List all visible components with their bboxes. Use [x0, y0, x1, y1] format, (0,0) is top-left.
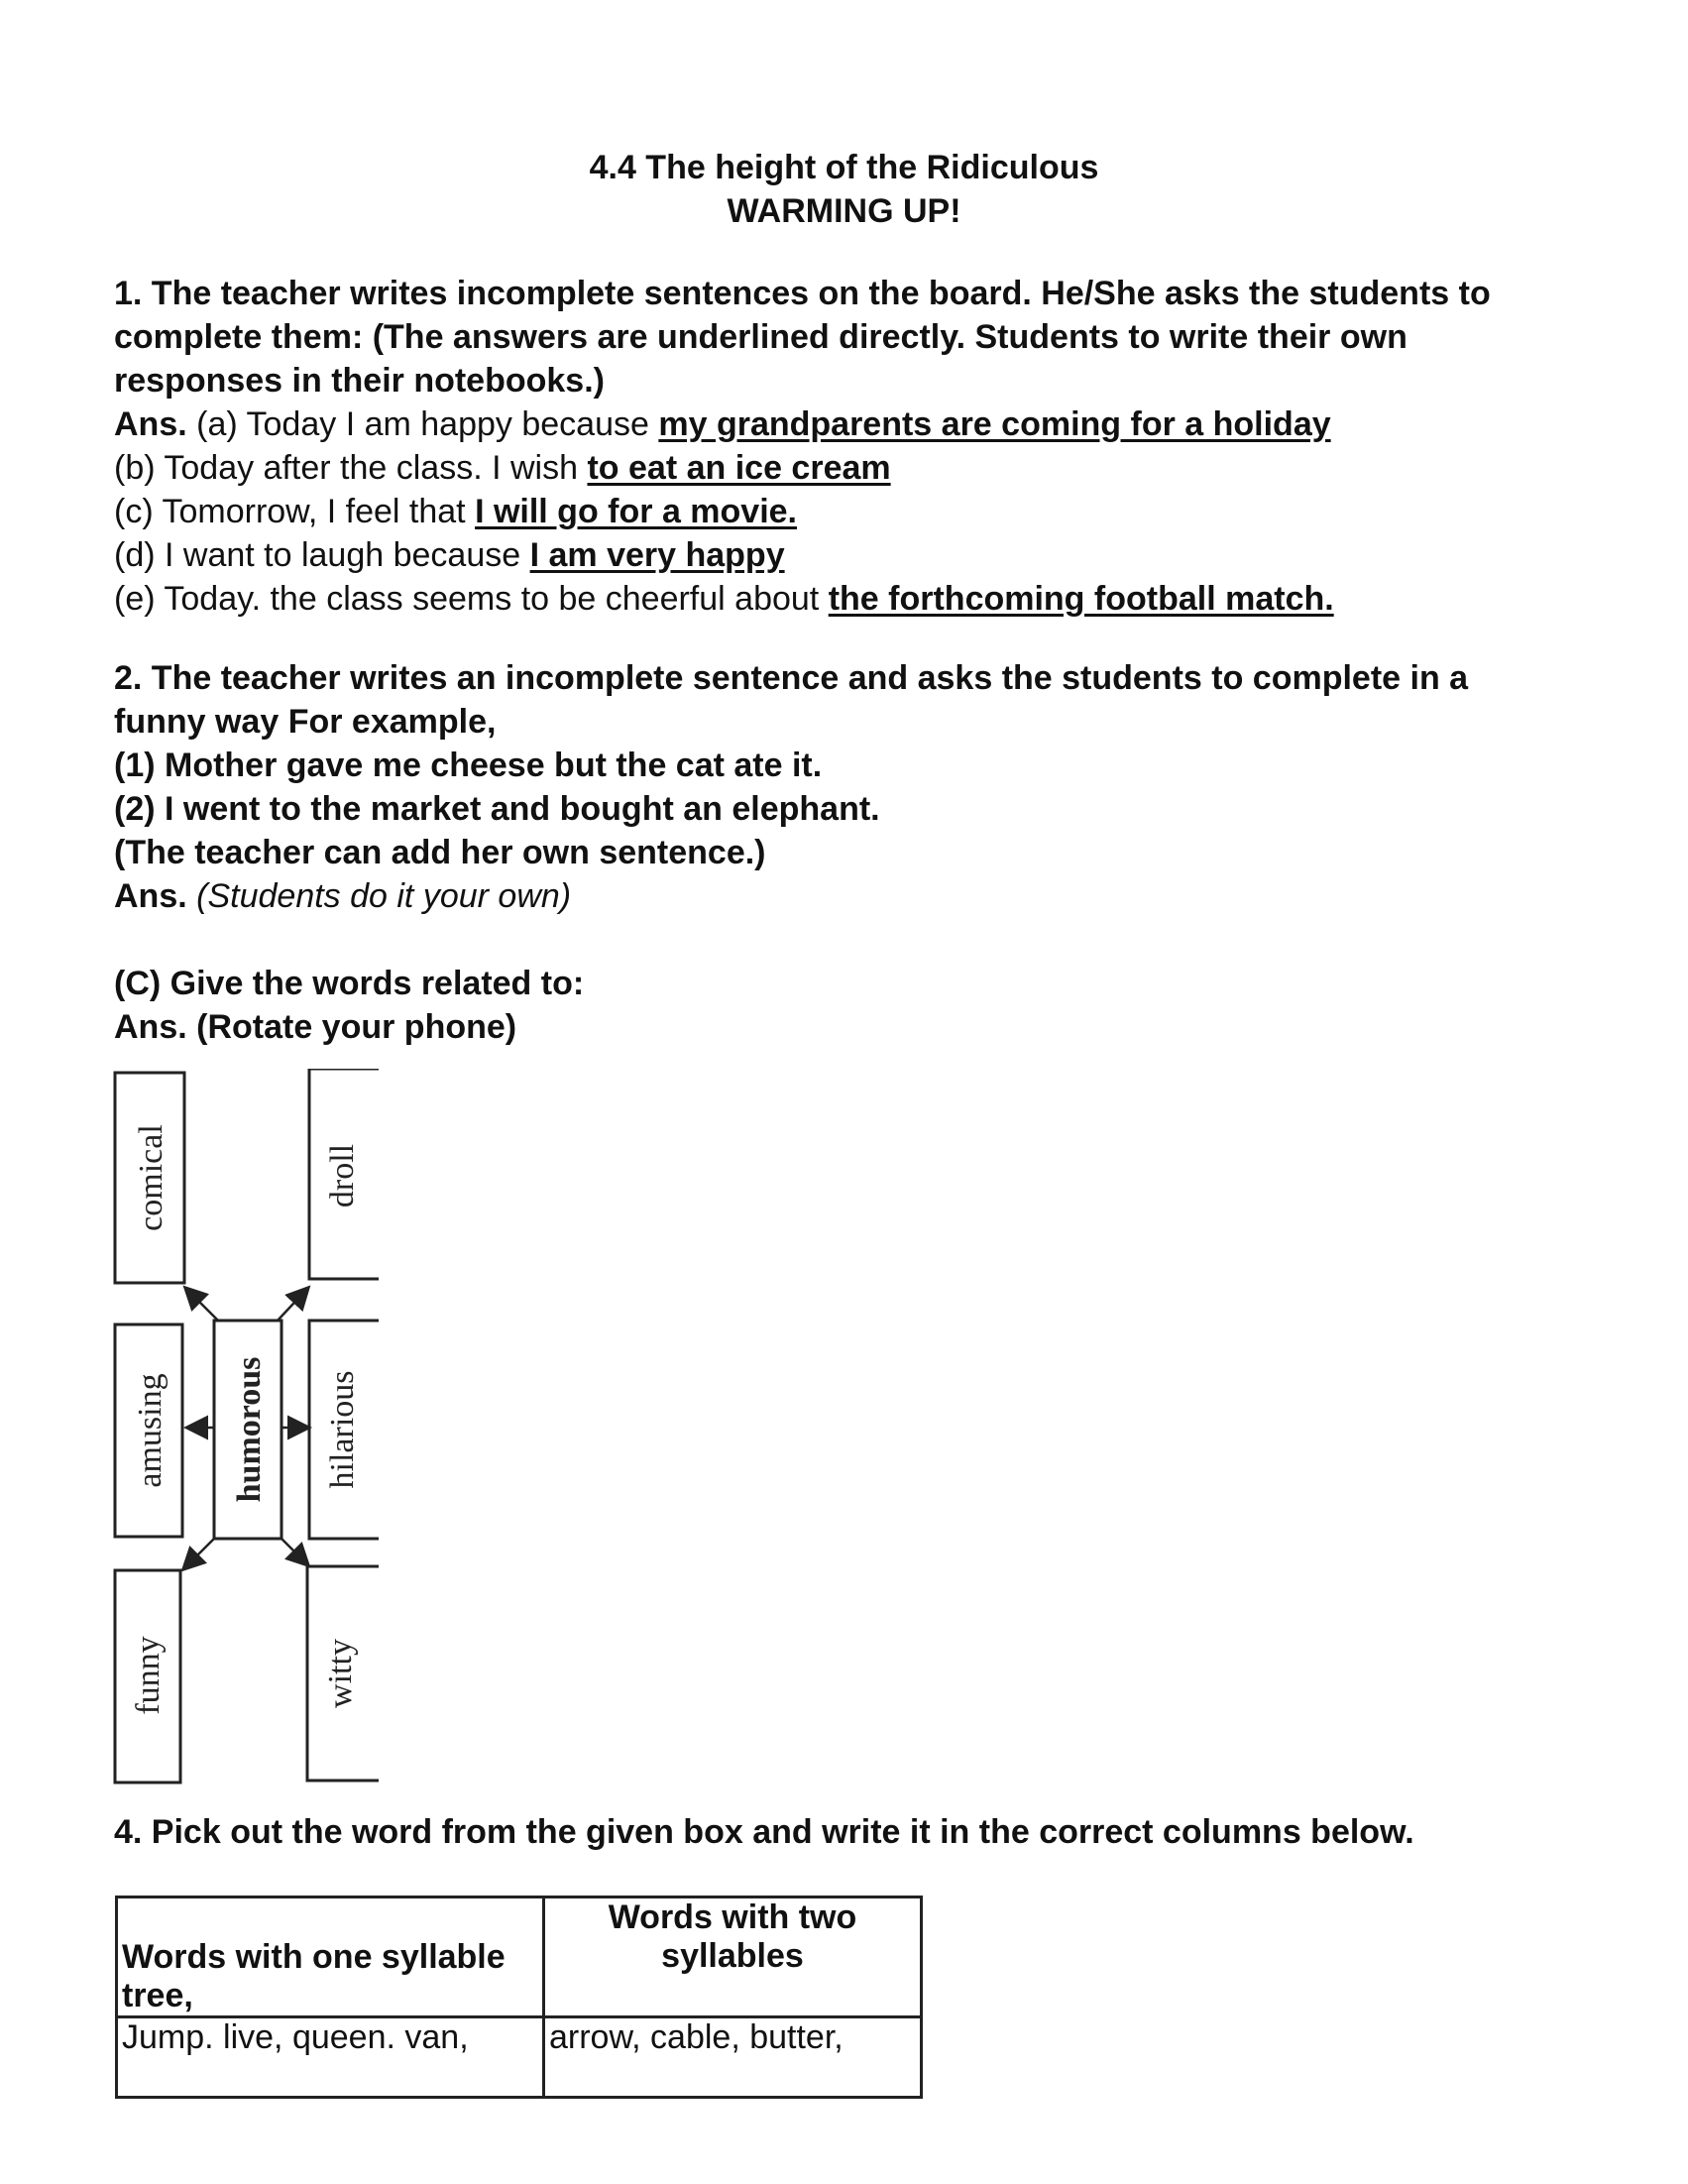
q3-ans-line: Ans. (Rotate your phone) [114, 1008, 517, 1046]
q2-line-1: 2. The teacher writes an incomplete sentence and asks the students to complete in a [114, 659, 1469, 697]
table-header-row [117, 1897, 922, 2017]
page-title: 4.4 The height of the Ridiculous [589, 149, 1099, 186]
q1-a-answer: my grandparents are coming for a holiday [658, 405, 1331, 443]
q1-e-prefix: (e) Today. the class seems to be cheerful about [114, 580, 829, 618]
word-comical: comical [133, 1124, 169, 1231]
q1-answer-a [114, 402, 1331, 446]
col1-header [117, 1897, 544, 2017]
col1-header-extra: tree, [122, 1977, 193, 2014]
word-hilarious: hilarious [324, 1370, 361, 1489]
word-witty: witty [322, 1639, 359, 1708]
page-subtitle: WARMING UP! [727, 192, 961, 230]
q1-ans-label: Ans. [114, 405, 187, 443]
q2-ans-label: Ans. [114, 877, 187, 915]
col1-header-text: Words with one syllable [122, 1938, 506, 1976]
q1-answer-d [114, 533, 785, 577]
q1-a-prefix: (a) Today I am happy because [196, 405, 659, 443]
row1-col1: Jump. live, queen. van, [117, 2017, 544, 2098]
word-droll: droll [324, 1143, 361, 1208]
col2-header-line-1: Words with two [608, 1898, 857, 1936]
q1-answer-e [114, 577, 1334, 621]
col2-header-line-2: syllables [661, 1937, 804, 1975]
q4-heading: 4. Pick out the word from the given box and write it in the correct columns below. [114, 1813, 1414, 1851]
q2-answer [114, 874, 571, 918]
word-box-droll [309, 1069, 379, 1279]
q2-line-5: (The teacher can add her own sentence.) [114, 834, 766, 871]
q1-e-answer: the forthcoming football match. [828, 580, 1334, 618]
word-humorous: humorous [231, 1356, 268, 1503]
syllable-table [115, 1896, 923, 2099]
q1-d-answer: I am very happy [529, 536, 785, 574]
q1-answer-c [114, 490, 797, 533]
q1-b-answer: to eat an ice cream [587, 449, 891, 487]
word-web-diagram [111, 1069, 379, 1798]
q3-heading: (C) Give the words related to: [114, 965, 585, 1002]
col2-header [544, 1897, 922, 2017]
word-amusing: amusing [132, 1373, 169, 1488]
word-box-hilarious [309, 1321, 379, 1539]
word-box-funny [115, 1570, 180, 1782]
q1-d-prefix: (d) I want to laugh because [114, 536, 530, 574]
word-box-comical [115, 1073, 184, 1283]
q1-answer-b [114, 446, 891, 490]
word-box-witty [307, 1566, 379, 1781]
q2-line-4: (2) I went to the market and bought an elephant. [114, 790, 880, 828]
word-box-humorous [214, 1321, 281, 1539]
word-box-amusing [115, 1324, 182, 1537]
table-row [117, 2017, 922, 2098]
q1-intro-line-2: complete them: (The answers are underlined directly. Students to write their own [114, 318, 1407, 356]
row1-col2: arrow, cable, butter, [544, 2017, 922, 2098]
q1-c-answer: I will go for a movie. [475, 493, 798, 530]
q2-line-2: funny way For example, [114, 703, 497, 741]
q1-b-prefix: (b) Today after the class. I wish [114, 449, 588, 487]
q2-line-3: (1) Mother gave me cheese but the cat ate it. [114, 747, 823, 784]
q2-ans-text: (Students do it your own) [196, 877, 572, 915]
q1-c-prefix: (c) Tomorrow, I feel that [114, 493, 476, 530]
q1-intro-line-3: responses in their notebooks.) [114, 362, 605, 400]
q1-intro-line-1: 1. The teacher writes incomplete sentences on the board. He/She asks the students to [114, 275, 1491, 312]
word-funny: funny [130, 1636, 167, 1715]
